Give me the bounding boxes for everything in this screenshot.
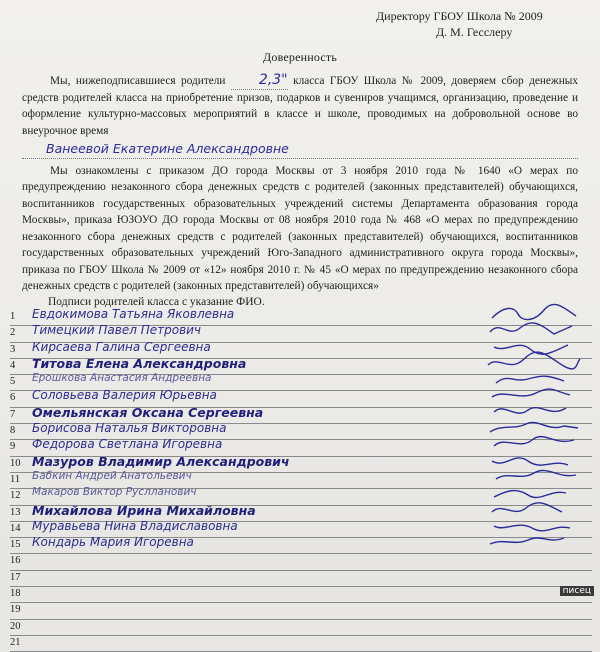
paragraph-2: Мы ознакомлены с приказом ДО города Москвы от 3 ноября 2010 года № 1640 «О мерах по предупреждению незаконного сбора денежных средств с родителей (законных представителей) обучающихся, воспитанников государственных образовательных учреждений системы Департамента образования города Москвы», приказа ЮЗОУО ДО города Москвы от 08 ноября 2010 года № 468 «О мерах по предупреждению незаконного сбора денежных средств с родителей (законных представителей) обучающихся, воспитанников государственных образовательных учреждений Юго-Западного административного округа города Москвы», приказа по ГБОУ Школа № 2009 от «12» ноября 2010 г. № 45 «О мерах по предупреждению незаконного сбора денежных средств с родителей (законных представителей) обучающихся» — [22, 164, 578, 292]
handwritten-name: Кирсаева Галина Сергеевна — [32, 339, 211, 354]
addressee-line-2: Д. М. Гесслеру — [436, 25, 513, 39]
signature-row — [10, 571, 592, 587]
signature-stroke — [492, 390, 570, 398]
signature-stroke — [494, 491, 566, 498]
paragraph-1-lead: Мы, нижеподписавшиеся родители — [50, 75, 226, 87]
signature-row — [10, 554, 592, 570]
signature-row — [10, 603, 592, 619]
signature-scribble — [484, 532, 584, 552]
row-number: 17 — [10, 571, 21, 583]
handwritten-name: Кондарь Мария Игоревна — [32, 535, 194, 550]
row-number: 9 — [10, 441, 16, 453]
row-number: 4 — [10, 359, 16, 371]
row-number: 15 — [10, 539, 21, 551]
row-number: 7 — [10, 408, 16, 420]
row-number: 3 — [10, 343, 16, 355]
row-number: 11 — [10, 473, 21, 485]
row-number: 10 — [10, 457, 21, 469]
row-number: 12 — [10, 490, 21, 502]
signature-stroke — [494, 437, 574, 446]
signature-stroke — [496, 470, 576, 479]
handwritten-name: Омельянская Оксана Сергеевна — [32, 404, 264, 420]
row-number: 14 — [10, 522, 21, 534]
signature-stroke — [488, 352, 580, 369]
handwritten-name: Макаров Виктор Руслланович — [32, 486, 197, 499]
row-number: 2 — [10, 327, 16, 339]
signature-stroke — [494, 407, 566, 412]
handwritten-name: Бабкин Андрей Анатольевич — [32, 469, 192, 482]
row-number: 8 — [10, 425, 16, 437]
class-handwritten: 2,3" — [231, 72, 288, 90]
row-number: 13 — [10, 506, 21, 518]
paragraph-1 — [22, 72, 578, 139]
handwritten-name: Евдокимова Татьяна Яковлевна — [32, 307, 235, 321]
signature-row — [10, 620, 592, 636]
signature-stroke — [496, 376, 564, 383]
row-number: 16 — [10, 555, 21, 567]
signature-stroke — [490, 323, 572, 334]
handwritten-name: Муравьева Нина Владиславовна — [32, 518, 238, 533]
row-number: 1 — [10, 311, 16, 322]
handwritten-name: Тимецкий Павел Петрович — [32, 323, 202, 338]
handwritten-name: Федорова Светлана Игоревна — [32, 437, 223, 452]
row-number: 5 — [10, 376, 16, 388]
signature-stroke — [490, 423, 578, 433]
signature-stroke — [492, 458, 568, 465]
trustee-handwritten: Ванеевой Екатерине Александровне — [22, 141, 578, 159]
row-number: 6 — [10, 392, 16, 404]
signatures-title: Подписи родителей класса с указание ФИО. — [48, 296, 265, 308]
signature-stroke — [492, 502, 562, 511]
document-body — [22, 72, 578, 295]
signature-table — [10, 307, 592, 652]
signature-row — [10, 587, 592, 603]
signature-row — [10, 636, 592, 652]
handwritten-name: Соловьева Валерия Юрьевна — [32, 388, 217, 403]
signature-row — [10, 535, 592, 554]
handwritten-name: Мазуров Владимир Александрович — [32, 453, 290, 469]
watermark: писец — [560, 586, 594, 596]
signature-stroke — [494, 525, 570, 531]
addressee-block — [376, 8, 596, 40]
addressee-line-1: Директору ГБОУ Школа № 2009 — [376, 9, 543, 23]
handwritten-name: Борисова Наталья Викторовна — [32, 421, 227, 436]
handwritten-name: Михайлова Ирина Михайловна — [32, 502, 256, 518]
signature-stroke — [490, 538, 564, 544]
row-number: 20 — [10, 620, 21, 632]
signature-stroke — [492, 304, 576, 319]
row-number: 18 — [10, 588, 21, 600]
paragraph-1-text: класса ГБОУ Школа № 2009, доверяем сбор денежных средств родителей класса на приобретение призов, подарков и сувениров учащимся, организацию, проведение и оформление культурно-массовых мероприятий в классе и школе, проводимых на добровольной основе во внеурочное время — [22, 75, 579, 137]
row-number: 19 — [10, 604, 21, 616]
document-title: Доверенность — [262, 50, 338, 64]
handwritten-name: Ерошкова Анастасия Андреевна — [32, 372, 212, 385]
row-number: 21 — [10, 636, 21, 648]
handwritten-name: Титова Елена Александровна — [32, 355, 247, 371]
